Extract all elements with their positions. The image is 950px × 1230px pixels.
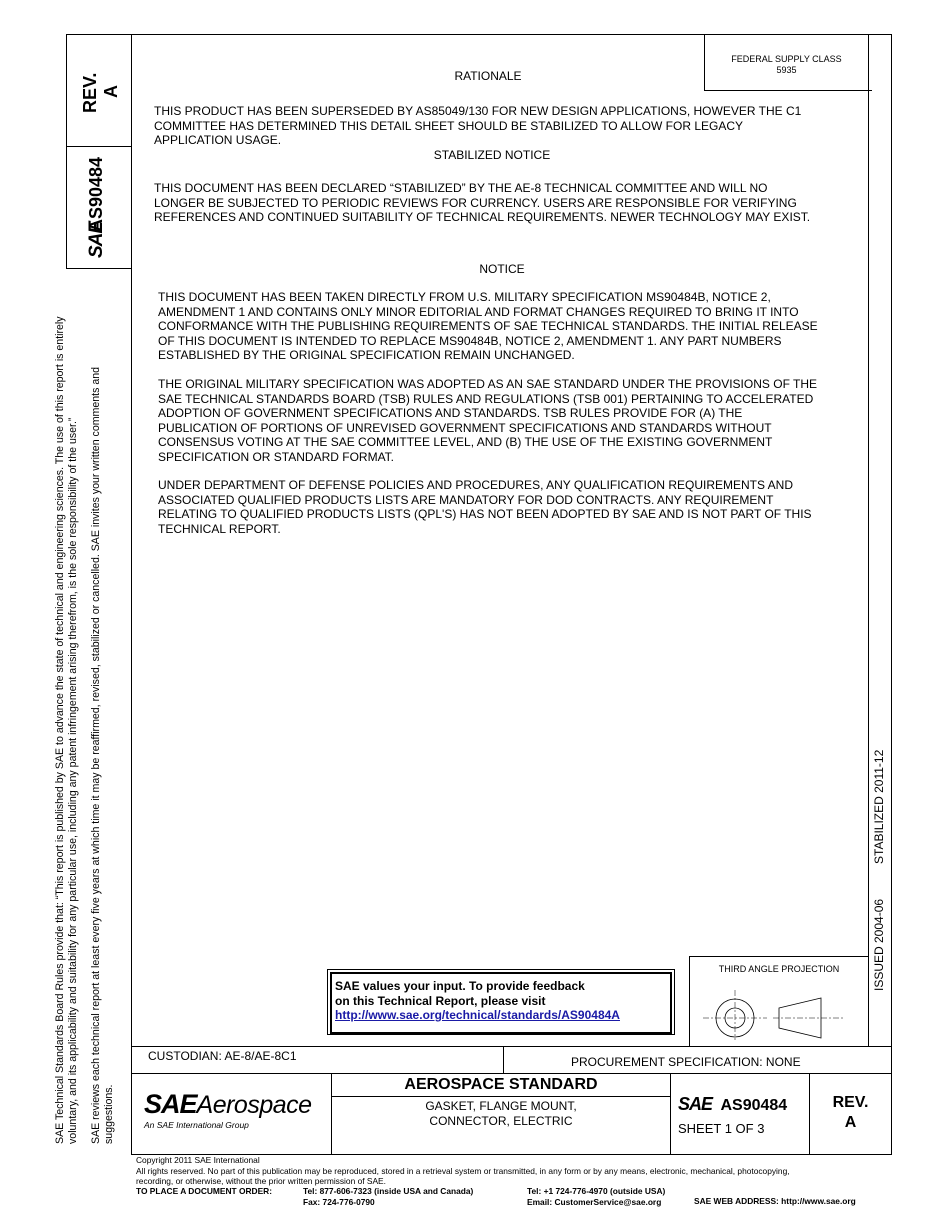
stabilized-line: REFERENCES AND CONTINUED SUITABILITY OF TECHNICAL REQUIREMENTS. NEWER TECHNOLOGY MAY EXIST.	[154, 210, 811, 225]
feedback-line2: on this Technical Report, please visit	[335, 993, 546, 1008]
procurement-specification: PROCUREMENT SPECIFICATION: NONE	[571, 1055, 801, 1069]
notice-p2-line: THE ORIGINAL MILITARY SPECIFICATION WAS ADOPTED AS AN SAE STANDARD UNDER THE PROVISIONS OF THE	[158, 377, 818, 391]
order-email[interactable]: Email: CustomerService@sae.org	[527, 1196, 662, 1207]
third-angle-label: THIRD ANGLE PROJECTION	[718, 964, 840, 974]
document-title: AEROSPACE STANDARD	[404, 1076, 598, 1093]
rationale-line: APPLICATION USAGE.	[154, 133, 282, 148]
aerospace-wordmark: Aerospace	[196, 1091, 312, 1119]
side-rev-label: REV.	[80, 72, 100, 113]
stabilized-line: LONGER BE SUBJECTED TO PERIODIC REVIEWS FOR CURRENCY. USERS ARE RESPONSIBLE FOR VERIFYING	[154, 195, 797, 210]
sae-web-address[interactable]: SAE WEB ADDRESS: http://www.sae.org	[694, 1196, 856, 1206]
notice-p1-line: ESTABLISHED BY THE ORIGINAL SPECIFICATION REMAIN UNCHANGED.	[158, 348, 575, 363]
order-tel-international: Tel: +1 724-776-4970 (outside USA)	[527, 1186, 666, 1196]
notice-p2-line: SAE TECHNICAL STANDARDS BOARD (TSB) RULES AND REGULATIONS (TSB 001) PERTAINING TO ACCELERATED	[158, 391, 814, 406]
notice-p1-line: AMENDMENT 1 AND CONTAINS ONLY MINOR EDITORIAL AND FORMAT CHANGES REQUIRED TO BRING IT INTO	[158, 304, 799, 319]
sae-aerospace-logo	[144, 1089, 312, 1120]
side-note-line3: SAE reviews each technical report at least every five years at which time it may be reaffirmed, revised, stabilized or cancelled. SAE invites your written comments and	[90, 366, 102, 1144]
notice-p3-line: RELATING TO QUALIFIED PRODUCTS LISTS (QPL'S) HAS NOT BEEN ADOPTED BY SAE AND IS NOT PART OF THIS	[158, 507, 812, 522]
side-doc-number: AS90484	[86, 156, 106, 232]
notice-p1-line: THIS DOCUMENT HAS BEEN TAKEN DIRECTLY FROM U.S. MILITARY SPECIFICATION MS90484B, NOTICE 2,	[158, 290, 771, 304]
third-angle-projection-symbol	[695, 984, 855, 1042]
rationale-heading: RATIONALE	[454, 69, 522, 83]
side-note-line4: suggestions.	[103, 1084, 115, 1144]
custodian: CUSTODIAN: AE-8/AE-8C1	[148, 1049, 297, 1063]
notice-p1-line: OF THIS DOCUMENT IS INTENDED TO REPLACE MS90484B, NOTICE 2, AMENDMENT 1. ANY PART NUMBERS	[158, 333, 782, 348]
notice-p2-line: SPECIFICATION OR STANDARD FORMAT.	[158, 449, 395, 464]
federal-supply-class-number: 5935	[776, 65, 797, 75]
rationale-line: COMMITTEE HAS DETERMINED THIS DETAIL SHEET SHOULD BE STABILIZED TO ALLOW FOR LEGACY	[154, 118, 744, 133]
side-sae-logo: SAE	[86, 221, 107, 258]
rev-value: A	[844, 1114, 857, 1131]
notice-p3-line: ASSOCIATED QUALIFIED PRODUCTS LISTS ARE MANDATORY FOR DOD CONTRACTS. ANY REQUIREMENT	[158, 492, 774, 507]
sae-logo-small: SAE	[678, 1094, 713, 1114]
order-fax: Fax: 724-776-0790	[303, 1196, 375, 1207]
document-number: AS90484	[720, 1097, 788, 1114]
notice-p3-line: TECHNICAL REPORT.	[158, 521, 281, 536]
rights-line2: recording, or otherwise, without the prior written permission of SAE.	[136, 1176, 386, 1186]
stabilized-line: THIS DOCUMENT HAS BEEN DECLARED “STABILIZED” BY THE AE-8 TECHNICAL COMMITTEE AND WILL NO	[154, 181, 768, 195]
side-note-line2: voluntary, and its applicability and suitability for any particular use, including any patent infringement arising therefrom, is the sole responsibility of the user.”	[67, 417, 79, 1144]
order-tel-domestic: Tel: 877-606-7323 (inside USA and Canada)	[303, 1186, 474, 1196]
document-subtitle1: GASKET, FLANGE MOUNT,	[425, 1099, 577, 1113]
feedback-line1: SAE values your input. To provide feedback	[335, 979, 585, 993]
notice-heading: NOTICE	[479, 262, 525, 276]
stabilized-heading: STABILIZED NOTICE	[433, 148, 551, 162]
notice-p3-line: UNDER DEPARTMENT OF DEFENSE POLICIES AND PROCEDURES, ANY QUALIFICATION REQUIREMENTS AND	[158, 478, 793, 492]
feedback-link[interactable]: http://www.sae.org/technical/standards/AS90484A	[335, 1008, 620, 1022]
copyright: Copyright 2011 SAE International	[136, 1155, 260, 1165]
stabilized-date: STABILIZED 2011-12	[872, 749, 886, 864]
order-label: TO PLACE A DOCUMENT ORDER:	[136, 1186, 273, 1196]
document-subtitle2: CONNECTOR, ELECTRIC	[429, 1114, 573, 1128]
side-note-line1: SAE Technical Standards Board Rules provide that: “This report is published by SAE to advance the state of technical and engineering sciences. The use of this report is entirely	[54, 316, 66, 1144]
notice-p1-line: CONFORMANCE WITH THE PUBLISHING REQUIREMENTS OF SAE TECHNICAL STANDARDS. THE INITIAL RELEASE	[158, 319, 818, 334]
rights-line1: All rights reserved. No part of this publication may be reproduced, stored in a retrieval system or transmitted, in any form or by any means, electronic, mechanical, photocopying,	[136, 1165, 790, 1176]
issued-date: ISSUED 2004-06	[872, 898, 886, 991]
rationale-line: THIS PRODUCT HAS BEEN SUPERSEDED BY AS85049/130 FOR NEW DESIGN APPLICATIONS, HOWEVER THE C1	[154, 104, 802, 118]
notice-p2-line: PUBLICATION OF PORTIONS OF UNREVISED GOVERNMENT SPECIFICATIONS AND STANDARDS WITHOUT	[158, 420, 772, 435]
federal-supply-class: FEDERAL SUPPLY CLASS	[731, 54, 842, 64]
sae-logo-mark: SAE	[144, 1089, 197, 1119]
notice-p2-line: ADOPTION OF GOVERNMENT SPECIFICATIONS AND STANDARDS. TSB RULES PROVIDE FOR (A) THE	[158, 406, 743, 421]
rev-label: REV.	[832, 1094, 869, 1111]
sheet-number: SHEET 1 OF 3	[678, 1121, 765, 1136]
sae-logo-subtitle: An SAE International Group	[144, 1120, 249, 1130]
notice-p2-line: CONSENSUS VOTING AT THE SAE COMMITTEE LEVEL, AND (B) THE USE OF THE EXISTING GOVERNMENT	[158, 435, 773, 450]
side-rev-value: A	[101, 85, 121, 98]
